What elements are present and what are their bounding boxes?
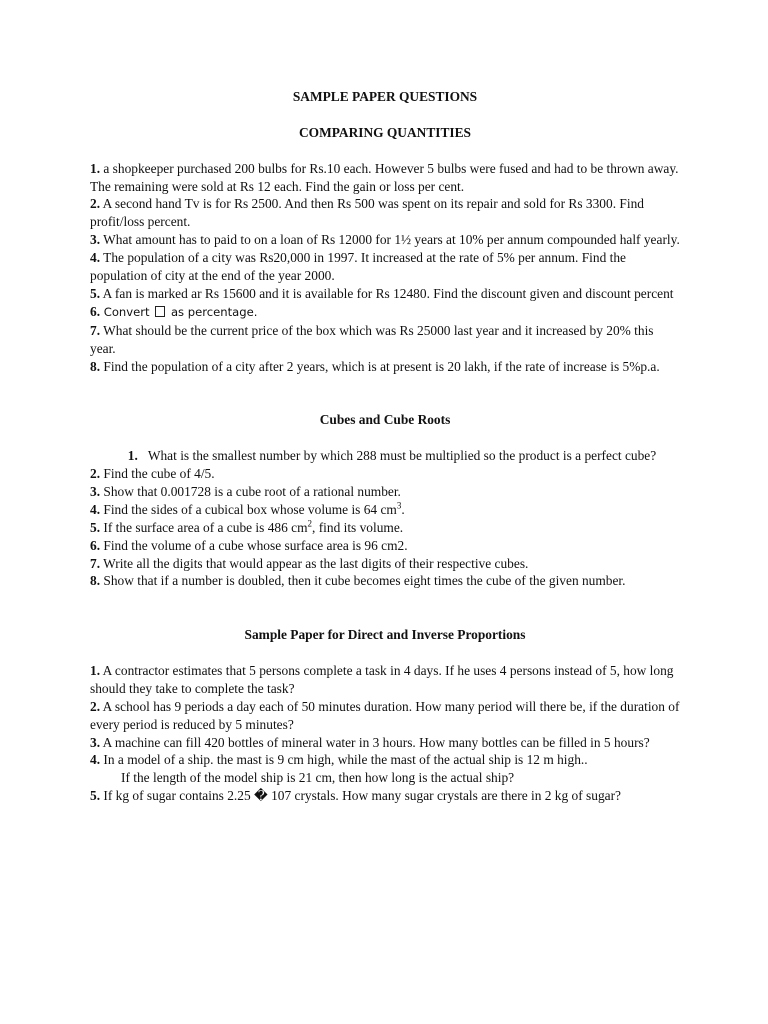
question-text: Find the cube of 4/5. xyxy=(100,465,215,481)
question-item xyxy=(90,249,680,285)
question-item xyxy=(90,160,680,196)
question-number: 8. xyxy=(90,573,101,589)
question-number: 2. xyxy=(90,196,101,212)
question-text: Write all the digits that would appear as the last digits of their respective cubes. xyxy=(100,555,529,571)
question-item xyxy=(90,231,680,249)
section-heading-comparing-quantities: COMPARING QUANTITIES xyxy=(299,124,471,140)
question-number: 6. xyxy=(90,303,101,319)
question-item xyxy=(90,465,680,483)
question-text: Show that if a number is doubled, then it cube becomes eight times the cube of the given number. xyxy=(100,573,626,589)
question-number: 7. xyxy=(90,322,101,338)
question-text-end: , find its volume. xyxy=(312,519,404,535)
question-number: 5. xyxy=(90,788,101,804)
question-number: 2. xyxy=(90,698,101,714)
question-number: 4. xyxy=(90,501,101,517)
question-item xyxy=(90,195,680,231)
document-page xyxy=(90,88,680,805)
superscript: 3 xyxy=(396,500,402,511)
question-number: 1. xyxy=(127,448,138,464)
section-heading-proportions: Sample Paper for Direct and Inverse Proportions xyxy=(244,627,526,643)
question-text: A school has 9 periods a day each of 50 minutes duration. How many period will there be, if the duration of every period is reduced by 5 minutes? xyxy=(90,698,680,732)
question-item xyxy=(90,519,680,537)
question-item xyxy=(90,358,680,376)
question-item xyxy=(90,555,680,573)
superscript: 2 xyxy=(307,518,312,529)
question-text-continued: as percentage. xyxy=(167,304,258,319)
question-text: Convert xyxy=(100,304,154,319)
question-number: 3. xyxy=(90,734,101,750)
question-text: A fan is marked ar Rs 15600 and it is available for Rs 12480. Find the discount given and discount percent xyxy=(100,285,674,301)
question-number: 3. xyxy=(90,483,101,499)
question-item xyxy=(90,483,680,501)
question-text-end: . xyxy=(401,501,405,517)
question-number: 3. xyxy=(90,232,101,248)
question-item xyxy=(90,447,680,465)
question-number: 6. xyxy=(90,537,101,553)
question-number: 2. xyxy=(90,465,101,481)
question-item xyxy=(90,303,680,322)
page-title: SAMPLE PAPER QUESTIONS xyxy=(292,89,478,104)
question-text: a shopkeeper purchased 200 bulbs for Rs.10 each. However 5 bulbs were fused and had to be thrown away. The remaining were sold at Rs 12 each. Find the gain or loss per cent. xyxy=(90,160,679,194)
question-text: What should be the current price of the box which was Rs 25000 last year and it increased by 20% this year. xyxy=(90,322,654,356)
question-text: A contractor estimates that 5 persons complete a task in 4 days. If he uses 4 persons instead of 5, how long should they take to complete the task? xyxy=(90,662,674,696)
question-item xyxy=(90,787,680,805)
question-item xyxy=(90,501,680,519)
question-number: 1. xyxy=(90,662,101,678)
question-text: A machine can fill 420 bottles of mineral water in 3 hours. How many bottles can be filled in 5 hours? xyxy=(100,734,650,750)
question-text: What amount has to paid to on a loan of Rs 12000 for 1½ years at 10% per annum compounded half yearly. xyxy=(100,232,680,248)
missing-fraction-box-icon xyxy=(155,306,165,317)
question-text: In a model of a ship. the mast is 9 cm high, while the mast of the actual ship is 12 m high.. xyxy=(100,752,588,768)
question-text: The population of a city was Rs20,000 in 1997. It increased at the rate of 5% per annum. Find the population of city at the end of the year 2000. xyxy=(90,250,627,284)
question-text: If the surface area of a cube is 486 cm xyxy=(100,519,308,535)
question-text: Find the sides of a cubical box whose volume is 64 cm xyxy=(100,501,397,517)
question-text: If kg of sugar contains 2.25 � 107 crystals. How many sugar crystals are there in 2 kg of sugar? xyxy=(100,788,621,804)
question-item xyxy=(90,572,680,590)
question-number: 5. xyxy=(90,519,101,535)
question-item xyxy=(90,751,680,769)
section-heading-cubes: Cubes and Cube Roots xyxy=(319,412,451,428)
question-text: A second hand Tv is for Rs 2500. And then Rs 500 was spent on its repair and sold for Rs 3300. Find profit/loss percent. xyxy=(90,196,644,230)
question-text: Show that 0.001728 is a cube root of a rational number. xyxy=(100,483,401,499)
question-number: 8. xyxy=(90,358,101,374)
question-number: 4. xyxy=(90,752,101,768)
question-item xyxy=(90,662,680,698)
question-text: What is the smallest number by which 288 must be multiplied so the product is a perfect cube? xyxy=(147,448,657,464)
question-text: Find the volume of a cube whose surface area is 96 cm2. xyxy=(100,537,408,553)
question-continuation: If the length of the model ship is 21 cm, then how long is the actual ship? xyxy=(121,770,515,786)
question-number: 1. xyxy=(90,160,101,176)
question-number: 7. xyxy=(90,555,101,571)
question-item xyxy=(90,537,680,555)
question-item xyxy=(90,734,680,752)
question-item xyxy=(90,285,680,303)
question-item xyxy=(90,322,680,358)
question-text: Find the population of a city after 2 years, which is at present is 20 lakh, if the rate of increase is 5%p.a. xyxy=(100,358,660,374)
question-number: 5. xyxy=(90,285,101,301)
question-item xyxy=(90,698,680,734)
question-number: 4. xyxy=(90,250,101,266)
